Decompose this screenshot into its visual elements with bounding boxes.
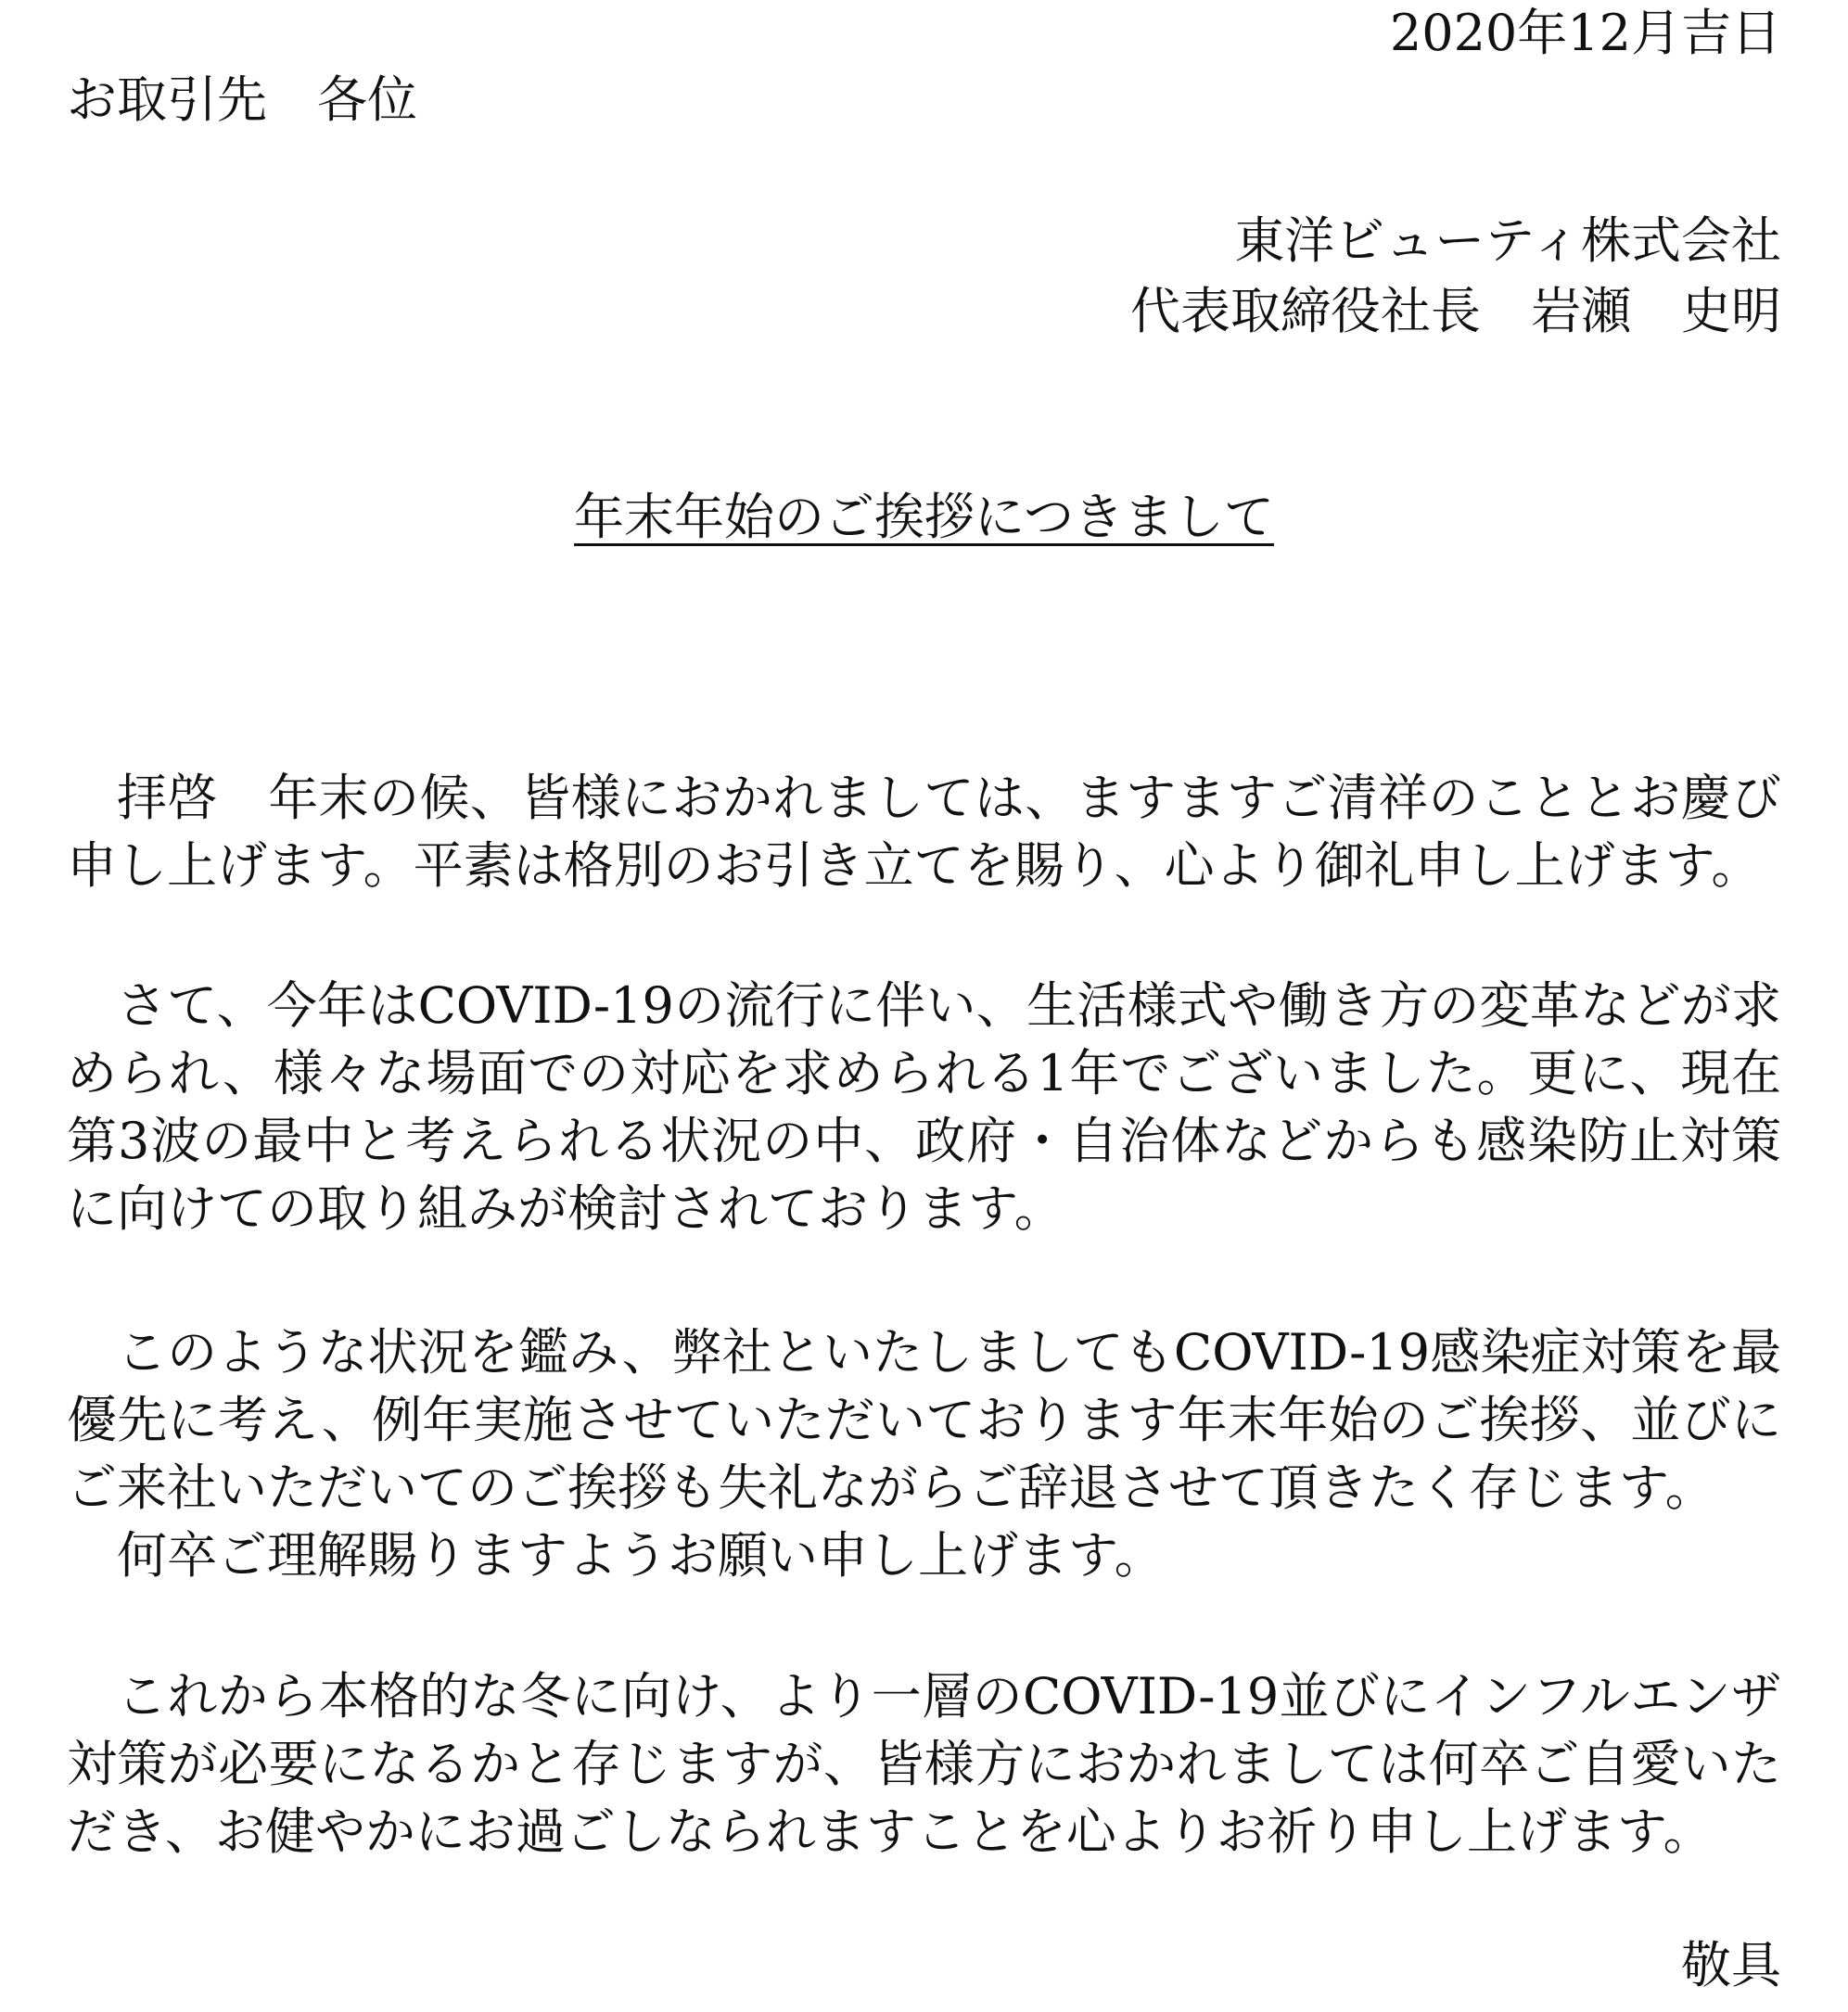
signatory: 代表取締役社長 岩瀬 史明 (1130, 282, 1781, 340)
decline-greeting-paragraph: このような状況を鑑み、弊社といたしましてもCOVID-19感染症対策を最優先に考え、例年実施させていただいております年末年始のご挨拶、並びにご来社いただいてのご挨拶も失礼ながらご辞退させて頂きたく存じます。 (67, 1323, 1781, 1517)
winter-wishes-paragraph: これから本格的な冬に向け、より一層のCOVID-19並びにインフルエンザ対策が必要になるかと存じますが、皆様方におかれましては何卒ご自愛いただき、お健やかにお過ごしなられますことを心よりお祈り申し上げます。 (67, 1667, 1781, 1861)
body-paragraph-3 (67, 1318, 1781, 1589)
closing: 敬具 (1681, 1936, 1781, 1994)
covid-situation-paragraph: さて、今年はCOVID-19の流行に伴い、生活様式や働き方の変革などが求められ、様々な場面での対応を求められる1年でございました。更に、現在第3波の最中と考えられる状況の中、政府・自治体などからも感染防止対策に向けての取り組みが検討されております。 (67, 976, 1781, 1238)
recipient: お取引先 各位 (67, 70, 417, 129)
letter-date: 2020年12月吉日 (1389, 4, 1781, 62)
body-paragraph-2 (67, 972, 1781, 1242)
letter-title-text: 年末年始のご挨拶につきまして (574, 488, 1274, 546)
letter-title (0, 488, 1848, 547)
body-paragraph-4 (67, 1662, 1781, 1866)
body-paragraph-1 (67, 764, 1781, 899)
request-understanding-paragraph: 何卒ご理解賜りますようお願い申し上げます。 (117, 1526, 1165, 1585)
greeting-paragraph: 拝啓 年末の候、皆様におかれましては、ますますご清祥のこととお慶び申し上げます。平素は格別のお引き立てを賜り、心より御礼申し上げます。 (67, 769, 1781, 895)
company-name: 東洋ビューティ株式会社 (1234, 211, 1781, 270)
